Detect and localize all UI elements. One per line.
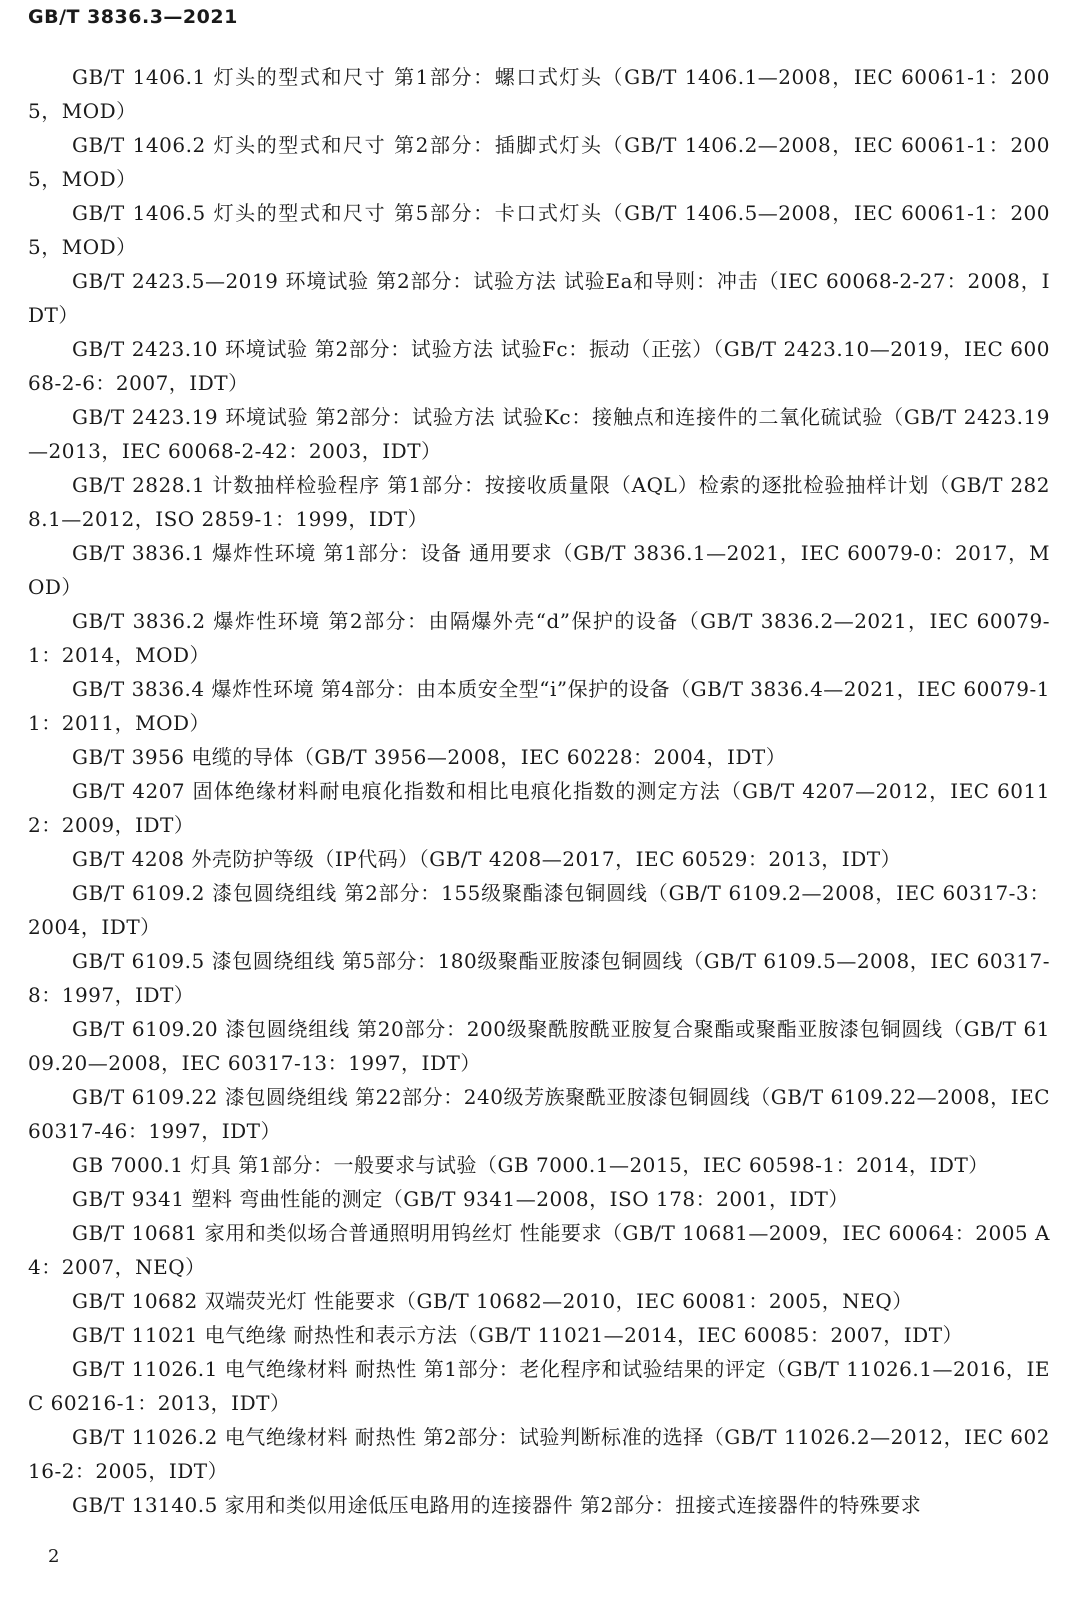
- reference-entry: GB/T 3836.2 爆炸性环境 第2部分：由隔爆外壳“d”保护的设备（GB/T 3836.2—2021，IEC 60079-1：2014，MOD）: [28, 609, 1050, 667]
- reference-entry: GB/T 6109.5 漆包圆绕组线 第5部分：180级聚酯亚胺漆包铜圆线（GB/T 6109.5—2008，IEC 60317-8：1997，IDT）: [28, 949, 1050, 1007]
- reference-entry: GB/T 13140.5 家用和类似用途低压电路用的连接器件 第2部分：扭接式连接器件的特殊要求: [72, 1493, 922, 1517]
- reference-entry: GB/T 2423.5—2019 环境试验 第2部分：试验方法 试验Ea和导则：冲击（IEC 60068-2-27：2008，IDT）: [28, 269, 1050, 327]
- reference-entry: GB/T 11026.1 电气绝缘材料 耐热性 第1部分：老化程序和试验结果的评定（GB/T 11026.1—2016，IEC 60216-1：2013，IDT）: [28, 1357, 1050, 1415]
- reference-entry: GB/T 6109.2 漆包圆绕组线 第2部分：155级聚酯漆包铜圆线（GB/T 6109.2—2008，IEC 60317-3：2004，IDT）: [28, 881, 1050, 939]
- reference-entry: GB/T 11021 电气绝缘 耐热性和表示方法（GB/T 11021—2014，IEC 60085：2007，IDT）: [72, 1323, 964, 1347]
- normative-references-list: [28, 60, 1050, 1522]
- page-number: 2: [48, 1546, 60, 1567]
- reference-entry: GB/T 2423.19 环境试验 第2部分：试验方法 试验Kc：接触点和连接件的二氧化硫试验（GB/T 2423.19—2013，IEC 60068-2-42：2003，IDT）: [28, 405, 1050, 463]
- reference-entry: GB/T 9341 塑料 弯曲性能的测定（GB/T 9341—2008，ISO 178：2001，IDT）: [72, 1187, 849, 1211]
- reference-entry: GB/T 10682 双端荧光灯 性能要求（GB/T 10682—2010，IEC 60081：2005，NEQ）: [72, 1289, 913, 1313]
- reference-entry: GB/T 2423.10 环境试验 第2部分：试验方法 试验Fc：振动（正弦）（GB/T 2423.10—2019，IEC 60068-2-6：2007，IDT）: [28, 337, 1050, 395]
- reference-entry: GB/T 1406.5 灯头的型式和尺寸 第5部分：卡口式灯头（GB/T 1406.5—2008，IEC 60061-1：2005，MOD）: [28, 201, 1050, 259]
- reference-entry: GB/T 6109.20 漆包圆绕组线 第20部分：200级聚酰胺酰亚胺复合聚酯或聚酯亚胺漆包铜圆线（GB/T 6109.20—2008，IEC 60317-13：1997，IDT）: [28, 1017, 1050, 1075]
- reference-entry: GB/T 6109.22 漆包圆绕组线 第22部分：240级芳族聚酰亚胺漆包铜圆线（GB/T 6109.22—2008，IEC 60317-46：1997，IDT）: [28, 1085, 1050, 1143]
- reference-entry: GB/T 3836.1 爆炸性环境 第1部分：设备 通用要求（GB/T 3836.1—2021，IEC 60079-0：2017，MOD）: [28, 541, 1050, 599]
- reference-entry: GB 7000.1 灯具 第1部分：一般要求与试验（GB 7000.1—2015，IEC 60598-1：2014，IDT）: [72, 1153, 989, 1177]
- reference-entry: GB/T 4207 固体绝缘材料耐电痕化指数和相比电痕化指数的测定方法（GB/T 4207—2012，IEC 60112：2009，IDT）: [28, 779, 1050, 837]
- reference-entry: GB/T 11026.2 电气绝缘材料 耐热性 第2部分：试验判断标准的选择（GB/T 11026.2—2012，IEC 60216-2：2005，IDT）: [28, 1425, 1050, 1483]
- reference-entry: GB/T 1406.2 灯头的型式和尺寸 第2部分：插脚式灯头（GB/T 1406.2—2008，IEC 60061-1：2005，MOD）: [28, 133, 1050, 191]
- reference-entry: GB/T 1406.1 灯头的型式和尺寸 第1部分：螺口式灯头（GB/T 1406.1—2008，IEC 60061-1：2005，MOD）: [28, 65, 1050, 123]
- reference-entry: GB/T 3956 电缆的导体（GB/T 3956—2008，IEC 60228：2004，IDT）: [72, 745, 787, 769]
- reference-entry: GB/T 3836.4 爆炸性环境 第4部分：由本质安全型“i”保护的设备（GB/T 3836.4—2021，IEC 60079-11：2011，MOD）: [28, 677, 1050, 735]
- standard-code-header: GB/T 3836.3—2021: [28, 6, 238, 28]
- reference-entry: GB/T 10681 家用和类似场合普通照明用钨丝灯 性能要求（GB/T 10681—2009，IEC 60064：2005 A4：2007，NEQ）: [28, 1221, 1050, 1279]
- reference-entry: GB/T 4208 外壳防护等级（IP代码）（GB/T 4208—2017，IEC 60529：2013，IDT）: [72, 847, 902, 871]
- reference-entry: GB/T 2828.1 计数抽样检验程序 第1部分：按接收质量限（AQL）检索的逐批检验抽样计划（GB/T 2828.1—2012，ISO 2859-1：1999，IDT）: [28, 473, 1050, 531]
